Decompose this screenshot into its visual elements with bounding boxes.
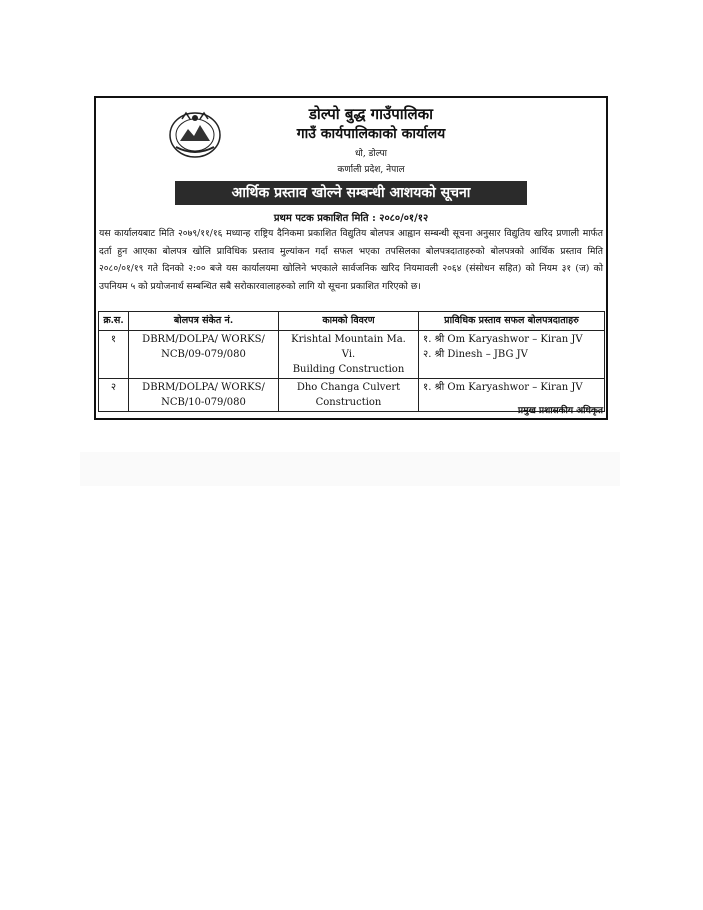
address-line-2: कर्णाली प्रदेश, नेपाल <box>337 165 405 175</box>
signatory: प्रमुख प्रशासकीय अधिकृत <box>517 406 603 416</box>
publication-date: प्रथम पटक प्रकाशित मिति : २०८०/०१/१२ <box>273 213 429 224</box>
notice-title: आर्थिक प्रस्ताव खोल्ने सम्बन्धी आशयको सूचना <box>175 181 527 205</box>
work-description <box>279 331 419 379</box>
scan-shadow <box>80 452 620 486</box>
work-description <box>279 379 419 412</box>
tender-notice <box>94 96 608 420</box>
work-description-line: Building Construction <box>292 364 405 375</box>
bidder-name: १. श्री Om Karyashwor – Kiran JV <box>423 382 583 393</box>
bid-reference-line: NCB/10-079/080 <box>161 397 246 408</box>
notice-body: यस कार्यालयबाट मिति २०७९/११/१६ मध्यान्ह राष्ट्रिय दैनिकमा प्रकाशित विद्युतिय बोलपत्र आह्वान सम्बन्धी सूचना अनुसार विद्युतिय खरिद प्रणाली मार्फत दर्ता हुन आएका बोलपत्र खोलि प्राविधिक प्रस्ताव मुल्यांकन गर्दा सफल भएका तपसिलका बोलपत्रदाताहरुको बोलपत्रको आर्थिक प्रस्ताव मिति २०८०/०१/१९ गते दिनको २:०० बजे यस कार्यालयमा खोलिने भएकाले सार्वजनिक खरिद नियमावली २०६४ (संसोधन सहित) को नियम ३१ (ज) को उपनियम ५ को प्रयोजनार्थ सम्बन्धित सबै सरोकारवालाहरुको लागि यो सूचना प्रकाशित गरिएको छ। <box>99 228 603 292</box>
column-header: क्र.स. <box>99 312 129 331</box>
bid-reference-line: NCB/09-079/080 <box>161 349 246 360</box>
bid-reference-line: DBRM/DOLPA/ WORKS/ <box>142 382 265 393</box>
column-header: कामको विवरण <box>279 312 419 331</box>
bidder-name: १. श्री Om Karyashwor – Kiran JV <box>423 334 583 345</box>
serial-number: १ <box>99 331 129 379</box>
address-line-1: धो, डोल्पा <box>354 149 388 159</box>
bid-reference-line: DBRM/DOLPA/ WORKS/ <box>142 334 265 345</box>
table-header-row <box>99 312 605 331</box>
successful-bidders <box>419 331 605 379</box>
column-header: बोलपत्र संकेत नं. <box>129 312 279 331</box>
bid-reference <box>129 379 279 412</box>
office-subtitle: गाउँ कार्यपालिकाको कार्यालय <box>296 126 446 142</box>
table-row <box>99 331 605 379</box>
office-name: डोल्पो बुद्ध गाउँपालिका <box>308 105 434 123</box>
column-header: प्राविधिक प्रस्ताव सफल बोलपत्रदाताहरु <box>419 312 605 331</box>
bidder-name: २. श्री Dinesh – JBG JV <box>423 349 528 360</box>
work-description-line: Dho Changa Culvert <box>296 382 401 393</box>
bid-reference <box>129 331 279 379</box>
bidders-table <box>98 311 605 412</box>
work-description-line: Krishtal Mountain Ma. Vi. <box>291 334 406 360</box>
work-description-line: Construction <box>315 397 382 408</box>
serial-number: २ <box>99 379 129 412</box>
